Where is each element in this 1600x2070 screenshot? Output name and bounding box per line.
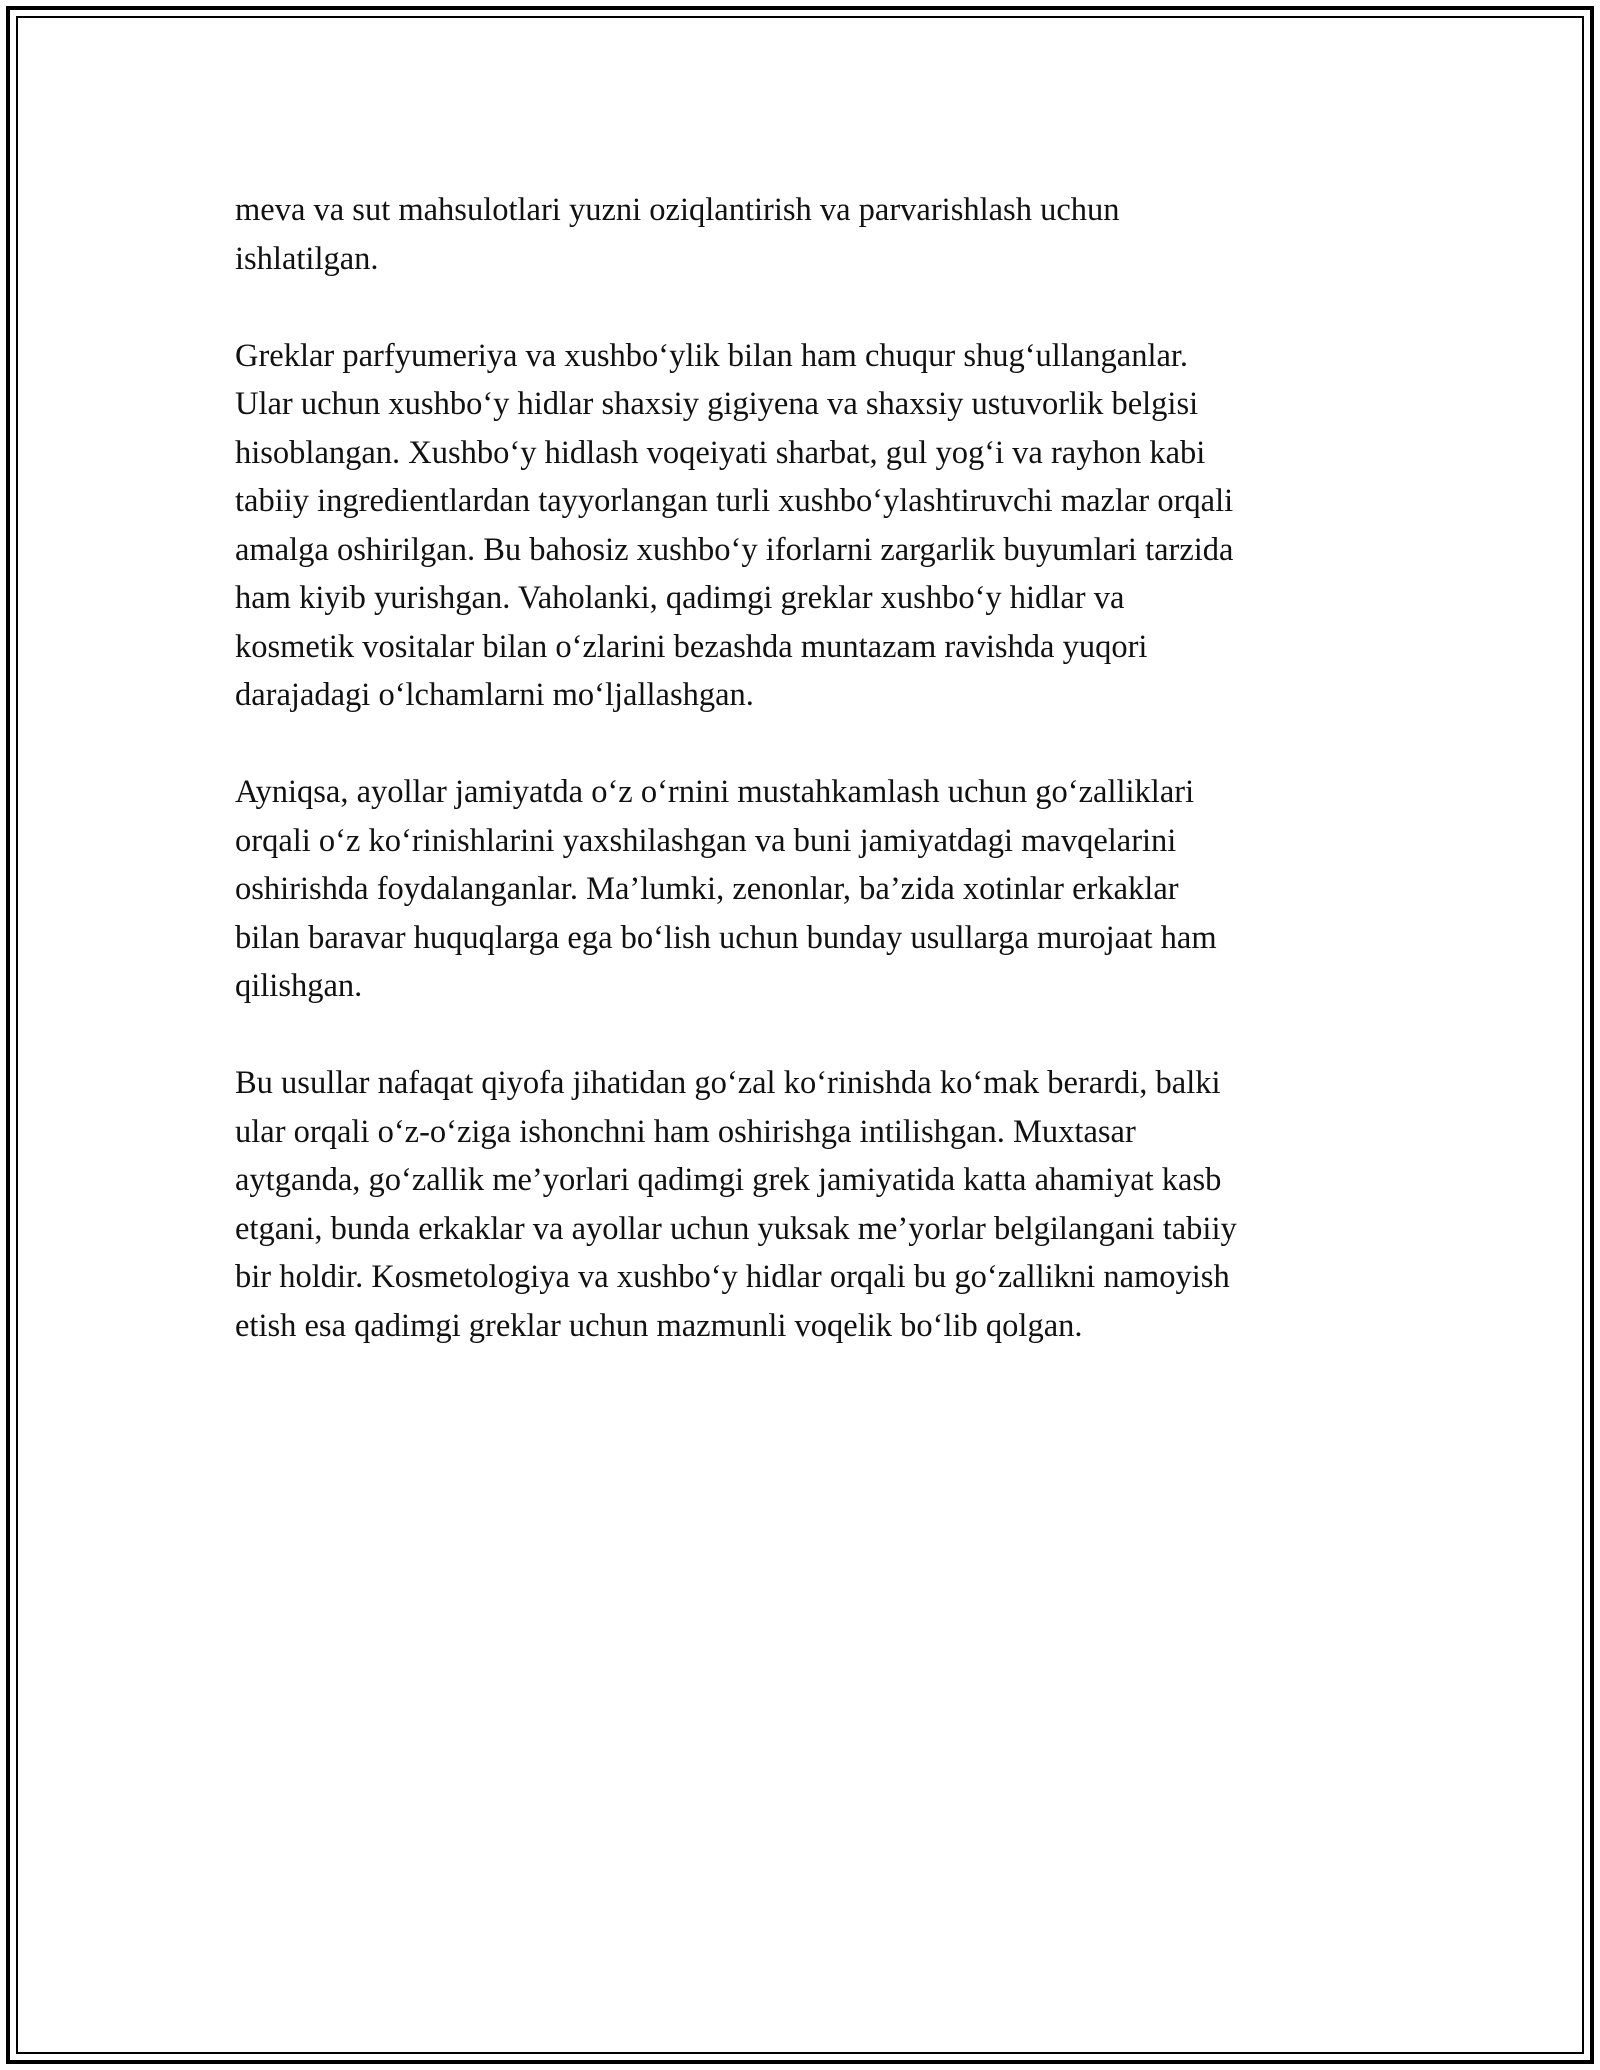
- text-line: Bu usullar nafaqat qiyofa jihatidan go‘zal ko‘rinishda ko‘mak berardi, balki: [235, 1065, 1221, 1101]
- text-line: bilan baravar huquqlarga ega bo‘lish uchun bunday usullarga murojaat ham: [235, 919, 1217, 956]
- text-line: qilishgan.: [235, 968, 363, 1004]
- text-line: kosmetik vositalar bilan o‘zlarini bezashda muntazam ravishda yuqori: [235, 628, 1148, 665]
- text-line: darajadagi o‘lchamlarni mo‘ljallashgan.: [235, 677, 754, 713]
- text-line: bir holdir. Kosmetologiya va xushbo‘y hidlar orqali bu go‘zallikni namoyish: [235, 1259, 1230, 1295]
- text-line: ham kiyib yurishgan. Vaholanki, qadimgi greklar xushbo‘y hidlar va: [235, 580, 1125, 616]
- text-line: etgani, bunda erkaklar va ayollar uchun yuksak me’yorlar belgilangani tabiiy: [235, 1210, 1237, 1247]
- paragraph-2: [235, 332, 1375, 720]
- text-line: tabiiy ingredientlardan tayyorlangan turli xushbo‘ylashtiruvchi mazlar orqali: [235, 483, 1234, 519]
- text-line: meva va sut mahsulotlari yuzni oziqlantirish va parvarishlash uchun: [235, 192, 1120, 228]
- paragraph-3: [235, 768, 1375, 1011]
- text-line: orqali o‘z ko‘rinishlarini yaxshilashgan va buni jamiyatdagi mavqelarini: [235, 822, 1177, 859]
- text-line: ular orqali o‘z-o‘ziga ishonchni ham oshirishga intilishgan. Muxtasar: [235, 1113, 1136, 1150]
- text-line: oshirishda foydalanganlar. Ma’lumki, zenonlar, ba’zida xotinlar erkaklar: [235, 871, 1179, 907]
- text-line: ishlatilgan.: [235, 240, 379, 277]
- document-body: [235, 186, 1375, 1399]
- text-line: Ular uchun xushbo‘y hidlar shaxsiy gigiyena va shaxsiy ustuvorlik belgisi: [235, 386, 1199, 422]
- paragraph-4: [235, 1059, 1375, 1350]
- text-line: etish esa qadimgi greklar uchun mazmunli voqelik bo‘lib qolgan.: [235, 1307, 1083, 1344]
- text-line: Greklar parfyumeriya va xushbo‘ylik bilan ham chuqur shug‘ullanganlar.: [235, 337, 1189, 374]
- text-line: hisoblangan. Xushbo‘y hidlash voqeiyati sharbat, gul yog‘i va rayhon kabi: [235, 434, 1206, 471]
- text-line: aytganda, go‘zallik me’yorlari qadimgi grek jamiyatida katta ahamiyat kasb: [235, 1162, 1222, 1198]
- text-line: Ayniqsa, ayollar jamiyatda o‘z o‘rnini mustahkamlash uchun go‘zalliklari: [235, 774, 1195, 810]
- text-line: amalga oshirilgan. Bu bahosiz xushbo‘y iforlarni zargarlik buyumlari tarzida: [235, 531, 1234, 568]
- paragraph-1: [235, 186, 1375, 283]
